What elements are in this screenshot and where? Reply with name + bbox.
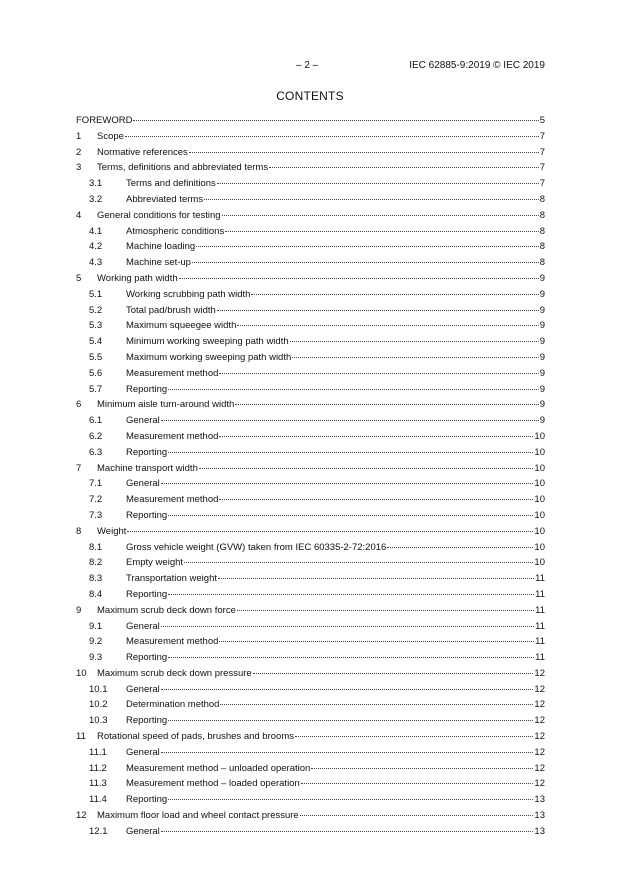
toc-entry-page: 11 [535,604,545,616]
toc-entry-number: 4.2 [89,241,103,253]
toc-entry-label: Terms, definitions and abbreviated terms [97,162,269,174]
toc-entry-page: 9 [539,304,545,316]
toc-entry[interactable] [76,113,545,129]
toc-entry-label: Gross vehicle weight (GVW) taken from IEC 60335-2-72:2016 [126,541,387,553]
toc-entry-label: Measurement method – unloaded operation [126,762,311,774]
toc-entry-page: 7 [539,130,545,142]
dot-leader [220,704,533,705]
toc-entry-number: 8 [76,525,82,537]
toc-entry-label: Machine set-up [126,257,191,269]
dot-leader [217,183,539,184]
toc-entry-label: Atmospheric conditions [126,225,225,237]
toc-entry[interactable] [76,382,545,398]
dot-leader [387,547,533,548]
toc-entry[interactable] [76,587,545,603]
toc-entry[interactable] [76,824,545,840]
toc-entry-page: 11 [535,652,545,664]
toc-entry-label: Machine transport width [97,462,198,474]
toc-entry[interactable] [76,397,545,413]
toc-entry-label: Maximum floor load and wheel contact pressure [97,810,299,822]
dot-leader [237,610,534,611]
page-header [0,60,620,74]
toc-entry-label: Maximum scrub deck down force [97,604,236,616]
toc-entry[interactable] [76,697,545,713]
toc-entry[interactable] [76,555,545,571]
toc-entry-page: 12 [534,762,545,774]
toc-entry[interactable] [76,429,545,445]
dot-leader [161,420,539,421]
dot-leader [219,499,533,500]
toc-entry-number: 12 [76,810,87,822]
toc-entry-page: 11 [535,620,545,632]
toc-entry-number: 8.3 [89,573,103,585]
toc-entry-page: 9 [539,336,545,348]
toc-entry-label: Maximum scrub deck down pressure [97,667,252,679]
toc-entry-page: 5 [539,115,545,126]
toc-entry-label: Measurement method [126,636,219,648]
toc-entry-number: 8.4 [89,588,103,600]
toc-entry-page: 12 [534,683,545,695]
toc-entry[interactable] [76,761,545,777]
dot-leader [168,515,533,516]
toc-entry-number: 6.1 [89,415,103,427]
toc-entry-number: 8.2 [89,557,103,569]
dot-leader [292,357,538,358]
toc-entry-page: 10 [534,430,545,442]
toc-entry-number: 9.2 [89,636,103,648]
toc-entry[interactable] [76,287,545,303]
toc-entry[interactable] [76,413,545,429]
toc-entry-number: 6.2 [89,430,103,442]
toc-entry[interactable] [76,366,545,382]
toc-entry-page: 7 [539,146,545,158]
toc-entry[interactable] [76,540,545,556]
toc-entry-page: 9 [539,415,545,427]
toc-entry-label: Terms and definitions [126,178,216,190]
toc-entry-number: 4 [76,209,82,221]
toc-entry-number: 3.2 [89,193,103,205]
toc-entry-label: Reporting [126,588,168,600]
dot-leader [161,752,534,753]
toc-entry-number: 5.6 [89,367,103,379]
dot-leader [168,657,534,658]
toc-entry-label: Total pad/brush width [126,304,216,316]
toc-entry[interactable] [76,271,545,287]
dot-leader [184,562,533,563]
toc-entry-number: 8.1 [89,541,103,553]
dot-leader [133,120,538,121]
dot-leader [161,626,534,627]
toc-entry-label: Rotational speed of pads, brushes and brooms [97,731,294,743]
toc-entry-number: 9 [76,604,82,616]
toc-entry-number: 2 [76,146,82,158]
toc-entry-page: 9 [539,351,545,363]
dot-leader [253,673,534,674]
toc-entry[interactable] [76,603,545,619]
toc-entry-page: 12 [534,778,545,790]
toc-entry-label: Minimum aisle turn-around width [97,399,235,411]
toc-entry-number: 6 [76,399,82,411]
copyright-notice: IEC 62885-9:2019 © IEC 2019 [409,60,545,71]
toc-entry-label: General conditions for testing [97,209,221,221]
toc-entry-page: 10 [534,541,545,553]
dot-leader [127,531,533,532]
toc-entry-number: 9.3 [89,652,103,664]
toc-entry-page: 9 [539,272,545,284]
toc-entry-number: 6.3 [89,446,103,458]
dot-leader [311,768,533,769]
toc-entry-page: 10 [534,462,545,474]
toc-entry-label: Measurement method [126,494,219,506]
toc-entry-page: 9 [539,288,545,300]
toc-entry[interactable] [76,445,545,461]
toc-entry[interactable] [76,745,545,761]
toc-entry-page: 8 [539,209,545,221]
toc-entry-label: Reporting [126,446,168,458]
dot-leader [218,578,534,579]
toc-entry[interactable] [76,145,545,161]
toc-entry-label: General [126,478,160,490]
toc-entry-label: Reporting [126,794,168,806]
toc-entry-label: Reporting [126,509,168,521]
page-title: CONTENTS [276,89,344,103]
toc-entry[interactable] [76,619,545,635]
toc-entry[interactable] [76,666,545,682]
toc-entry-page: 12 [534,715,545,727]
toc-entry[interactable] [76,255,545,271]
toc-entry[interactable] [76,461,545,477]
toc-entry-label: Measurement method [126,367,219,379]
toc-entry-label: Maximum working sweeping path width [126,351,292,363]
dot-leader [168,452,533,453]
dot-leader [295,736,533,737]
toc-entry-number: 3 [76,162,82,174]
dot-leader [189,152,539,153]
toc-entry-number: 7.3 [89,509,103,521]
toc-entry-number: 10.3 [89,715,108,727]
toc-entry-page: 12 [534,699,545,711]
dot-leader [161,831,534,832]
toc-entry-number: 1 [76,130,82,142]
dot-leader [168,389,539,390]
toc-entry[interactable] [76,729,545,745]
toc-entry[interactable] [76,224,545,240]
toc-entry-page: 9 [539,367,545,379]
toc-entry-page: 12 [534,667,545,679]
toc-entry-label: Working path width [97,272,178,284]
toc-entry-page: 8 [539,257,545,269]
dot-leader [199,468,534,469]
toc-entry-number: 5.1 [89,288,103,300]
toc-entry[interactable] [76,792,545,808]
toc-entry-label: FOREWORD [76,115,133,126]
dot-leader [237,325,538,326]
toc-entry[interactable] [76,350,545,366]
toc-entry-page: 7 [539,178,545,190]
page-number: – 2 – [296,60,319,71]
toc-entry-label: General [126,825,160,837]
toc-entry[interactable] [76,476,545,492]
toc-entry-label: Abbreviated terms [126,193,204,205]
dot-leader [125,136,539,137]
toc-entry-page: 7 [539,162,545,174]
toc-entry-number: 11.2 [89,762,107,774]
dot-leader [290,341,539,342]
dot-leader [225,231,538,232]
toc-entry[interactable] [76,682,545,698]
toc-entry-page: 10 [534,509,545,521]
toc-entry-number: 5.2 [89,304,103,316]
dot-leader [269,167,539,168]
toc-entry-number: 5.4 [89,336,103,348]
toc-entry-number: 4.3 [89,257,103,269]
toc-entry[interactable] [76,160,545,176]
toc-entry-label: Weight [97,525,127,537]
toc-entry[interactable] [76,776,545,792]
toc-entry-label: Measurement method [126,430,219,442]
toc-entry-label: Reporting [126,383,168,395]
toc-entry-page: 9 [539,383,545,395]
toc-entry-page: 11 [535,588,545,600]
toc-entry-number: 11.4 [89,794,107,806]
toc-entry-label: Reporting [126,652,168,664]
dot-leader [251,294,538,295]
toc-entry-page: 13 [534,825,545,837]
dot-leader [301,783,534,784]
dot-leader [204,199,539,200]
toc-entry[interactable] [76,318,545,334]
toc-entry[interactable] [76,492,545,508]
toc-entry-number: 10 [76,667,87,679]
toc-entry-label: Working scrubbing path width [126,288,251,300]
toc-entry-page: 10 [534,446,545,458]
toc-entry-label: General [126,620,160,632]
toc-entry[interactable] [76,303,545,319]
toc-entry-page: 9 [539,320,545,332]
toc-entry-number: 3.1 [89,178,103,190]
dot-leader [219,641,534,642]
toc-entry[interactable] [76,650,545,666]
dot-leader [219,373,538,374]
toc-entry-number: 9.1 [89,620,103,632]
toc-entry-page: 11 [535,636,545,648]
toc-entry-page: 9 [539,399,545,411]
toc-entry-number: 11.1 [89,746,107,758]
toc-entry-label: General [126,746,160,758]
toc-entry-page: 8 [539,241,545,253]
toc-entry-label: Minimum working sweeping path width [126,336,289,348]
toc-entry-number: 5.5 [89,351,103,363]
toc-entry-page: 10 [534,494,545,506]
toc-entry[interactable] [76,129,545,145]
toc-entry-label: Transportation weight [126,573,218,585]
toc-entry-number: 11.3 [89,778,107,790]
toc-entry-number: 7.1 [89,478,103,490]
toc-entry-label: Empty weight [126,557,184,569]
toc-entry-label: General [126,683,160,695]
toc-entry-page: 12 [534,731,545,743]
toc-entry-label: Maximum squeegee width [126,320,237,332]
toc-entry-number: 12.1 [89,825,108,837]
toc-entry[interactable] [76,192,545,208]
toc-entry[interactable] [76,334,545,350]
dot-leader [179,278,539,279]
dot-leader [192,262,539,263]
dot-leader [222,215,539,216]
toc-entry-page: 10 [534,557,545,569]
toc-entry-page: 12 [534,746,545,758]
toc-entry[interactable] [76,208,545,224]
toc-entry-number: 11 [76,731,86,743]
toc-entry-label: Machine loading [126,241,196,253]
toc-entry-number: 10.1 [89,683,108,695]
toc-entry-number: 10.2 [89,699,108,711]
dot-leader [161,483,534,484]
toc-entry-page: 13 [534,810,545,822]
dot-leader [219,436,533,437]
toc-entry[interactable] [76,524,545,540]
toc-entry[interactable] [76,239,545,255]
toc-entry-label: Scope [97,130,124,142]
toc-entry-label: General [126,415,160,427]
toc-entry-label: Determination method [126,699,220,711]
toc-entry-page: 13 [534,794,545,806]
toc-entry-label: Reporting [126,715,168,727]
dot-leader [168,594,534,595]
toc-entry[interactable] [76,808,545,824]
toc-entry[interactable] [76,571,545,587]
dot-leader [217,310,539,311]
dot-leader [161,689,534,690]
toc-entry-label: Normative references [97,146,188,158]
dot-leader [196,246,539,247]
toc-entry-page: 8 [539,193,545,205]
toc-entry-number: 5.3 [89,320,103,332]
table-of-contents [76,113,545,840]
toc-entry-page: 10 [534,525,545,537]
toc-entry-number: 5.7 [89,383,103,395]
toc-entry-page: 8 [539,225,545,237]
dot-leader [235,404,538,405]
toc-entry[interactable] [76,176,545,192]
dot-leader [168,799,533,800]
toc-entry-page: 10 [534,478,545,490]
dot-leader [300,815,534,816]
dot-leader [168,720,533,721]
toc-entry-number: 7.2 [89,494,103,506]
toc-entry[interactable] [76,508,545,524]
toc-entry[interactable] [76,713,545,729]
toc-entry[interactable] [76,634,545,650]
toc-entry-number: 7 [76,462,82,474]
toc-entry-number: 4.1 [89,225,103,237]
toc-entry-label: Measurement method – loaded operation [126,778,300,790]
toc-entry-page: 11 [535,573,545,585]
toc-entry-number: 5 [76,272,82,284]
